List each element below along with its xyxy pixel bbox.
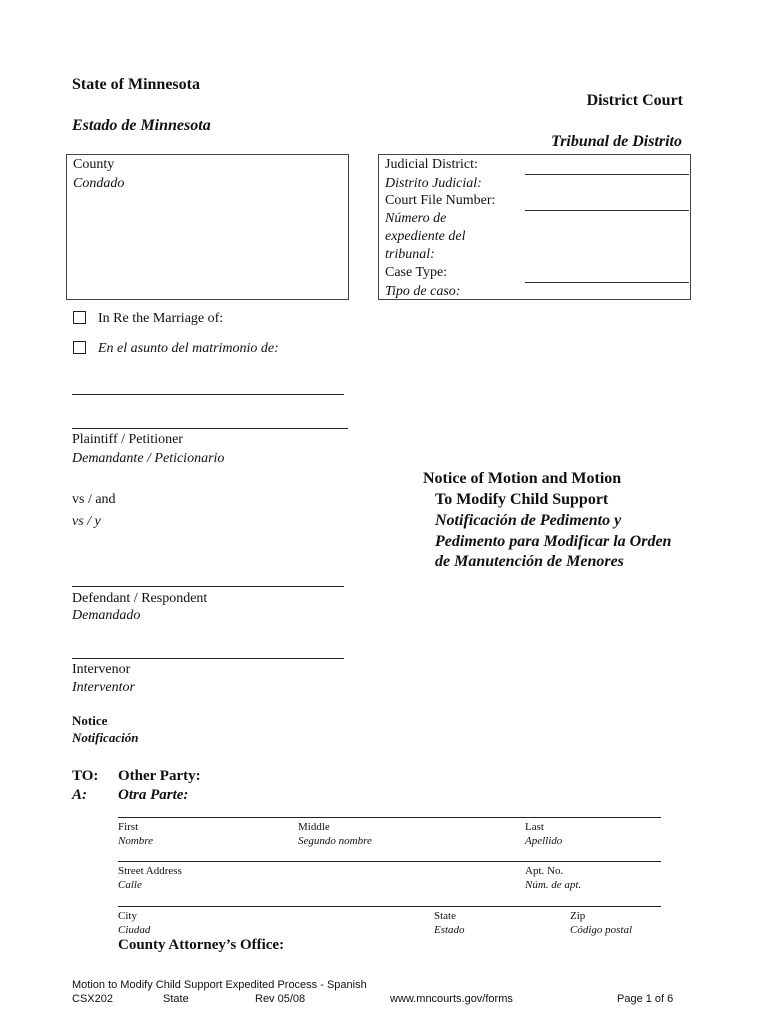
- notice-heading-es: Notificación: [72, 730, 139, 745]
- street-address-label-es: Calle: [118, 879, 142, 891]
- intervenor-label-es: Interventor: [72, 680, 135, 695]
- footer-state: State: [163, 993, 189, 1005]
- document-title-line-1: Notice of Motion and Motion: [423, 470, 622, 487]
- court-file-number-label-es-3: tribunal:: [385, 247, 435, 262]
- party-name-line-1[interactable]: [72, 394, 344, 395]
- state-label-es: Estado: [434, 924, 465, 936]
- middle-name-label-es: Segundo nombre: [298, 835, 372, 847]
- document-title-es-line-3: de Manutención de Menores: [435, 553, 624, 570]
- judicial-district-field[interactable]: [525, 174, 689, 175]
- county-box: [66, 154, 349, 300]
- defendant-label-es: Demandado: [72, 608, 141, 623]
- document-title-es-line-1: Notificación de Pedimento y: [435, 512, 622, 529]
- plaintiff-label: Plaintiff / Petitioner: [72, 432, 183, 447]
- footer-revision: Rev 05/08: [255, 993, 306, 1005]
- defendant-label: Defendant / Respondent: [72, 591, 208, 606]
- to-label: TO:: [72, 768, 99, 784]
- city-label-es: Ciudad: [118, 924, 151, 936]
- marriage-label-es: En el asunto del matrimonio de:: [98, 341, 279, 356]
- apt-number-label: Apt. No.: [525, 865, 564, 877]
- marriage-checkbox[interactable]: [73, 311, 86, 324]
- case-type-label: Case Type:: [385, 265, 448, 280]
- court-file-number-label: Court File Number:: [385, 193, 496, 208]
- other-party-label: Other Party:: [118, 768, 201, 784]
- county-label: County: [73, 157, 115, 172]
- plaintiff-name-line[interactable]: [72, 428, 348, 429]
- other-party-name-line[interactable]: [118, 817, 661, 818]
- footer-form-title: Motion to Modify Child Support Expedited Process - Spanish: [72, 979, 367, 991]
- middle-name-label: Middle: [298, 821, 330, 833]
- apt-number-label-es: Núm. de apt.: [525, 879, 582, 891]
- city-state-zip-line[interactable]: [118, 906, 661, 907]
- court-info-box: [378, 154, 691, 300]
- court-file-number-label-es-2: expediente del: [385, 229, 466, 244]
- zip-label-es: Código postal: [570, 924, 633, 936]
- street-address-line[interactable]: [118, 861, 661, 862]
- county-attorney-heading: County Attorney’s Office:: [118, 937, 285, 953]
- last-name-label: Last: [525, 821, 544, 833]
- to-label-es: A:: [72, 787, 87, 803]
- street-address-label: Street Address: [118, 865, 182, 877]
- state-label: State: [434, 910, 456, 922]
- last-name-label-es: Apellido: [525, 835, 563, 847]
- case-type-field[interactable]: [525, 282, 689, 283]
- footer-page-number: Page 1 of 6: [617, 993, 674, 1005]
- case-type-label-es: Tipo de caso:: [385, 284, 461, 299]
- versus-label-es: vs / y: [72, 514, 101, 529]
- marriage-label: In Re the Marriage of:: [98, 311, 224, 326]
- judicial-district-label: Judicial District:: [385, 157, 478, 172]
- versus-label: vs / and: [72, 492, 116, 507]
- county-label-es: Condado: [73, 176, 125, 191]
- defendant-name-line[interactable]: [72, 586, 344, 587]
- footer-form-code: CSX202: [72, 993, 113, 1005]
- intervenor-label: Intervenor: [72, 662, 131, 677]
- plaintiff-label-es: Demandante / Peticionario: [72, 451, 225, 466]
- state-title-es: Estado de Minnesota: [72, 117, 211, 134]
- court-file-number-label-es-1: Número de: [385, 211, 447, 226]
- notice-heading: Notice: [72, 713, 108, 728]
- marriage-checkbox-es[interactable]: [73, 341, 86, 354]
- document-title-es-line-2: Pedimento para Modificar la Orden: [435, 533, 672, 550]
- city-label: City: [118, 910, 137, 922]
- first-name-label-es: Nombre: [118, 835, 154, 847]
- judicial-district-label-es: Distrito Judicial:: [385, 176, 482, 191]
- first-name-label: First: [118, 821, 139, 833]
- other-party-label-es: Otra Parte:: [118, 787, 189, 803]
- state-title: State of Minnesota: [72, 76, 200, 93]
- court-title: District Court: [586, 92, 683, 109]
- document-title-line-2: To Modify Child Support: [435, 491, 609, 508]
- court-title-es: Tribunal de Distrito: [551, 133, 682, 150]
- court-file-number-field[interactable]: [525, 210, 689, 211]
- intervenor-name-line[interactable]: [72, 658, 344, 659]
- footer-url[interactable]: www.mncourts.gov/forms: [390, 993, 513, 1005]
- zip-label: Zip: [570, 910, 586, 922]
